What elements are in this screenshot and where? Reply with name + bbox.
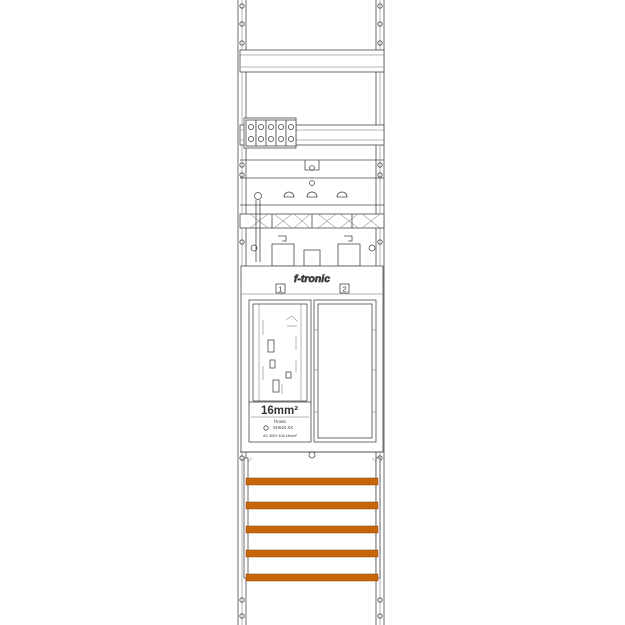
busbar-connector-right	[338, 236, 360, 266]
busbar-connector-left	[272, 236, 294, 266]
cross-brace-channel	[240, 214, 384, 228]
switch-device	[249, 300, 311, 405]
top-mounting-rail	[240, 50, 384, 72]
terminal-block	[244, 118, 296, 148]
busbar-3	[246, 526, 378, 533]
label-type-line: SHS24 XX	[272, 425, 294, 430]
label-brand-line: f-tronic	[273, 419, 287, 424]
busbar-2	[246, 502, 378, 509]
lower-field	[240, 452, 384, 578]
cross-section-label: 16mm²	[261, 405, 299, 417]
busbar-1	[246, 478, 378, 485]
label-rating-line: AC 400V 40A 16mm²	[263, 434, 297, 438]
field-number-2: 2	[342, 284, 347, 294]
brand-logo: f-tronic	[293, 273, 331, 285]
empty-slot	[314, 300, 376, 442]
busbar-group	[246, 478, 378, 581]
busbar-5	[246, 574, 378, 581]
field-number-1: 1	[278, 284, 283, 294]
cover-plate	[240, 160, 384, 205]
module-label	[249, 402, 311, 442]
field-label-1	[276, 284, 285, 294]
busbar-4	[246, 550, 378, 557]
busbar-connector-middle	[304, 250, 320, 266]
field-label-2	[340, 284, 349, 294]
